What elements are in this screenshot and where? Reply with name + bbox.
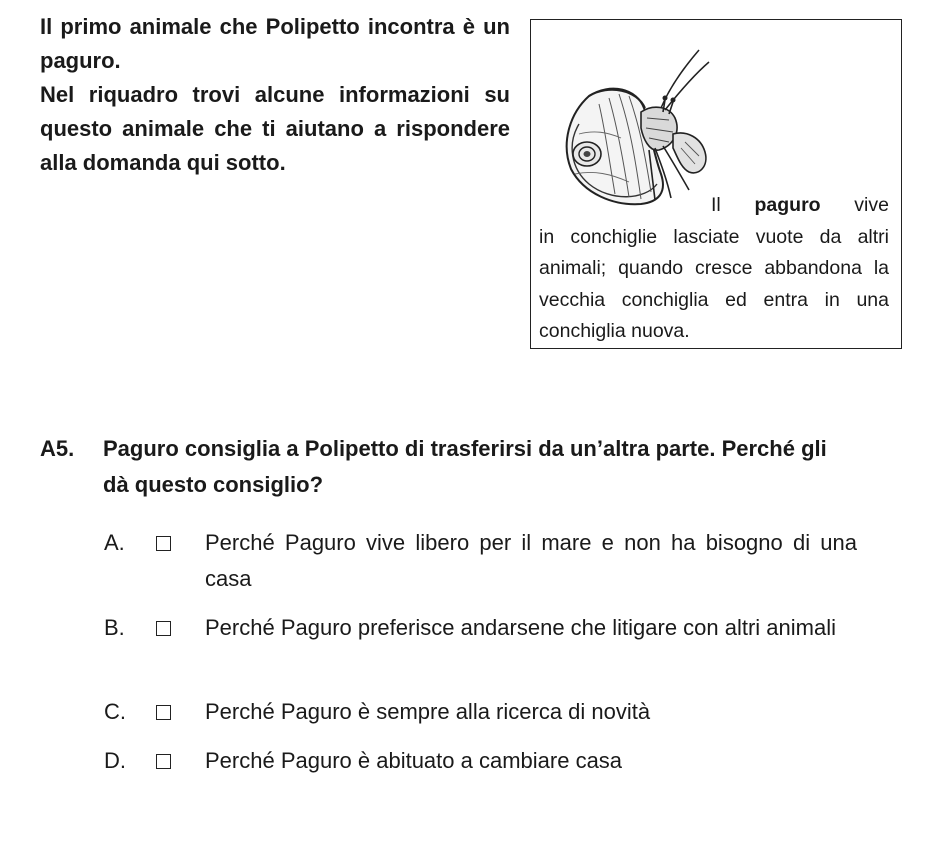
question-text: Paguro consiglia a Polipetto di trasferirsi da un’altra parte. Perché gli dà questo consiglio? [103, 436, 827, 497]
question-number: A5. [40, 436, 75, 461]
option-text: Perché Paguro vive libero per il mare e non ha bisogno di una casa [205, 530, 857, 591]
info-box-text [539, 190, 889, 348]
option-letter: B. [104, 615, 125, 640]
info-box-first-line [539, 190, 889, 222]
option-c-checkbox[interactable] [156, 705, 171, 720]
option-text: Perché Paguro è abituato a cambiare casa [205, 748, 623, 773]
option-text: Perché Paguro è sempre alla ricerca di novità [205, 699, 651, 724]
info-line-prefix: Il [711, 194, 755, 216]
hermit-crab-illustration [549, 34, 734, 206]
option-d-checkbox[interactable] [156, 754, 171, 769]
option-a-checkbox[interactable] [156, 536, 171, 551]
info-keyword: paguro [754, 194, 821, 216]
intro-text [40, 10, 510, 180]
info-box-body: in conchiglie lasciate vuote da altri animali; quando cresce abbandona la vecchia conchiglia ed entra in una conchiglia nuova. [539, 225, 889, 342]
intro-paragraph-2: Nel riquadro trovi alcune informazioni su questo animale che ti aiutano a rispondere alla domanda qui sotto. [40, 82, 510, 175]
option-letter: A. [104, 530, 125, 555]
question-a5 [40, 431, 840, 503]
option-letter: D. [104, 748, 126, 773]
option-text: Perché Paguro preferisce andarsene che litigare con altri animali [205, 615, 837, 640]
info-box [530, 19, 902, 349]
option-letter: C. [104, 699, 126, 724]
option-b-checkbox[interactable] [156, 621, 171, 636]
info-line-suffix: vive [820, 194, 889, 216]
intro-paragraph-1: Il primo animale che Polipetto incontra è un paguro. [40, 14, 510, 73]
